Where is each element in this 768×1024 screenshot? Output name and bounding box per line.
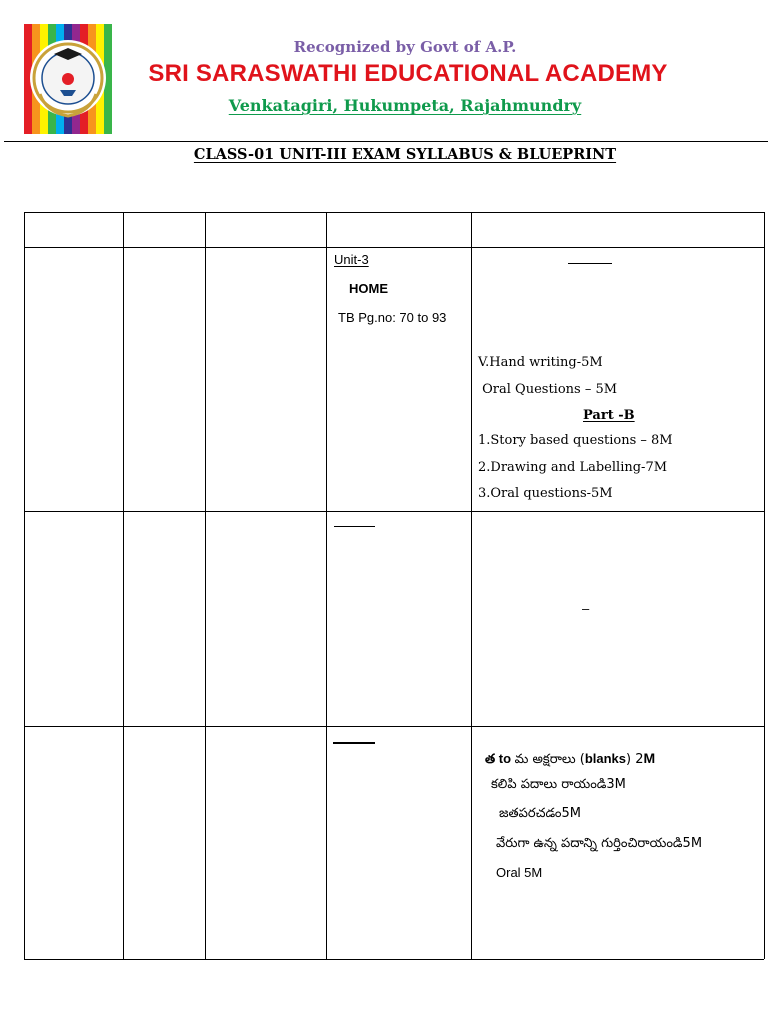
blank-underline: [333, 742, 375, 744]
document-title: [0, 146, 768, 163]
marks-suffix: M: [643, 750, 656, 766]
blueprint-item: 2.Drawing and Labelling-7M: [478, 460, 668, 475]
academy-name: SRI SARASWATHI EDUCATIONAL ACADEMY: [148, 60, 668, 87]
table-border-top: [24, 212, 764, 213]
telugu-item: వేరుగా ఉన్న పదాన్ని గుర్తించిరాయండి5M: [496, 836, 703, 851]
unit-label: Unit-3: [334, 252, 369, 267]
blank-underline: [334, 526, 375, 527]
blanks-word: blanks: [584, 751, 626, 766]
table-column-divider: [471, 212, 472, 959]
part-b-heading: Part -B: [583, 408, 635, 423]
marks-prefix: ) 2: [626, 752, 644, 767]
table-border-bottom: [24, 959, 764, 960]
blueprint-item: Oral Questions – 5M: [478, 382, 618, 397]
oral-marks: Oral 5M: [496, 865, 543, 880]
telugu-letter: త: [485, 752, 496, 767]
blank-underline: [568, 263, 612, 264]
table-column-divider: [205, 212, 206, 959]
location-label: Venkatagiri, Hukumpeta, Rajahmundry: [228, 96, 582, 115]
table-row-divider: [24, 247, 764, 248]
blueprint-item: 3.Oral questions-5M: [478, 486, 613, 501]
table-row-divider: [24, 726, 764, 727]
header-divider: [4, 141, 768, 142]
table-column-divider: [326, 212, 327, 959]
to-word: to: [495, 751, 515, 766]
unit-topic: HOME: [349, 281, 388, 296]
table-column-divider: [123, 212, 124, 959]
table-border-right: [764, 212, 765, 959]
telugu-item: జతపరచడం5M: [499, 806, 581, 821]
recognition-text: Recognized by Govt of A.P.: [293, 38, 517, 56]
table-border-left: [24, 212, 25, 959]
telugu-item: [485, 748, 655, 770]
blueprint-item: 1.Story based questions – 8M: [478, 433, 673, 448]
telugu-item: కలిపి పదాలు రాయండి3M: [491, 777, 626, 792]
telugu-letters: మ అక్షరాలు (: [514, 752, 585, 767]
document-title-text: CLASS-01 UNIT-III EXAM SYLLABUS & BLUEPRINT: [193, 146, 617, 163]
blueprint-item: V.Hand writing-5M: [478, 355, 603, 370]
location-text: [0, 96, 768, 115]
dash-mark: –: [582, 601, 590, 616]
table-row-divider: [24, 511, 764, 512]
textbook-pages: TB Pg.no: 70 to 93: [338, 310, 447, 325]
syllabus-table: [24, 212, 768, 960]
